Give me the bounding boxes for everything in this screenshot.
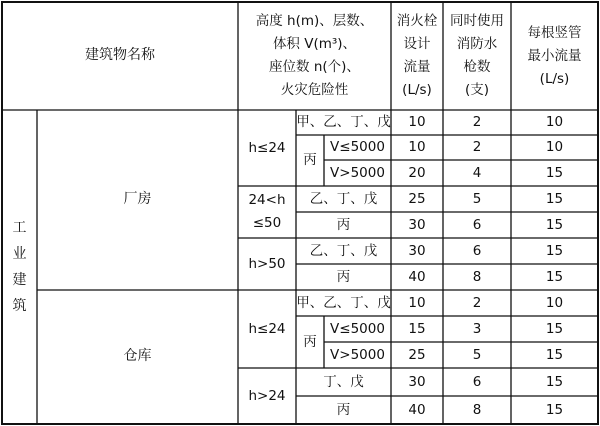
table-cell-flow: 30 xyxy=(408,373,426,390)
header-simultaneous-guns-line: (支) xyxy=(464,82,490,98)
table-cell-hazard: 乙、丁、戊 xyxy=(309,190,378,207)
warehouse-height-le-24: h≤24 xyxy=(248,320,286,337)
header-min-flow-line: 每根竖管 xyxy=(527,24,582,41)
table-cell-flow: 15 xyxy=(408,320,426,337)
header-parameters-line: 高度 h(m)、层数、 xyxy=(255,13,374,29)
table-cell-guns: 2 xyxy=(472,114,482,131)
table-cell-min-flow: 15 xyxy=(545,373,564,390)
table-cell-flow: 10 xyxy=(408,139,426,156)
table-cell-hazard: V≤5000 xyxy=(330,320,385,337)
category-char: 业 xyxy=(12,246,27,262)
table-cell-min-flow: 10 xyxy=(545,139,564,156)
table-cell-hazard: V>5000 xyxy=(330,164,385,181)
table-cell-flow: 40 xyxy=(408,401,426,418)
header-simultaneous-guns xyxy=(443,2,511,110)
header-parameters-line: 座位数 n(个)、 xyxy=(269,59,360,75)
header-design-flow-line: 消火栓 xyxy=(396,13,438,29)
category-industrial-building xyxy=(2,110,37,424)
factory-hazard-bing-label: 丙 xyxy=(303,152,317,169)
category-char: 工 xyxy=(12,220,27,236)
table-cell-min-flow: 15 xyxy=(545,320,564,337)
factory-height-24-50 xyxy=(238,186,296,238)
table-cell-guns: 3 xyxy=(472,320,482,337)
table-cell-guns: 2 xyxy=(472,139,482,156)
warehouse-name: 仓库 xyxy=(123,348,152,365)
table-cell-min-flow: 10 xyxy=(545,294,564,311)
warehouse-hazard-bing-label: 丙 xyxy=(303,333,317,350)
table-cell-hazard: 丁、戊 xyxy=(323,373,364,390)
table-cell-flow: 40 xyxy=(408,268,426,285)
factory-height-24-50-line: 24<h xyxy=(248,192,286,208)
table-cell-guns: 8 xyxy=(472,401,482,418)
header-simultaneous-guns-line: 同时使用 xyxy=(450,13,504,29)
table-cell-min-flow: 10 xyxy=(545,114,564,131)
warehouse-height-gt-24: h>24 xyxy=(248,387,286,404)
table-cell-guns: 6 xyxy=(472,216,482,233)
header-design-flow xyxy=(391,2,443,110)
table-cell-flow: 25 xyxy=(408,346,426,363)
table-cell-guns: 2 xyxy=(472,294,482,311)
table-cell-flow: 20 xyxy=(408,164,426,181)
header-min-flow-per-riser xyxy=(511,2,598,110)
table-cell-guns: 6 xyxy=(472,373,482,390)
table-cell-guns: 5 xyxy=(472,346,482,363)
header-design-flow-line: 流量 xyxy=(403,59,431,75)
factory-height-gt-50: h>50 xyxy=(248,255,286,272)
header-design-flow-line: 设计 xyxy=(403,36,431,52)
factory-height-le-24: h≤24 xyxy=(248,139,286,156)
header-building-name: 建筑物名称 xyxy=(85,47,155,64)
table-cell-hazard: V≤5000 xyxy=(330,139,385,156)
table-cell-hazard: 丙 xyxy=(336,401,351,418)
table-cell-flow: 30 xyxy=(408,242,426,259)
table-cell-flow: 25 xyxy=(408,190,426,207)
table-cell-hazard: 乙、丁、戊 xyxy=(309,242,378,259)
table-cell-hazard: 甲、乙、丁、戊 xyxy=(296,294,391,311)
header-parameters-line: 火灾危险性 xyxy=(280,82,349,98)
factory-height-24-50-line: ≤50 xyxy=(252,215,282,231)
header-design-flow-line: (L/s) xyxy=(402,82,432,98)
header-parameters-line: 体积 V(m³)、 xyxy=(272,36,357,52)
table-cell-flow: 30 xyxy=(408,216,426,233)
table-cell-min-flow: 15 xyxy=(545,216,564,233)
header-simultaneous-guns-line: 枪数 xyxy=(463,59,491,75)
table-cell-min-flow: 15 xyxy=(545,268,564,285)
table-cell-min-flow: 15 xyxy=(545,346,564,363)
header-simultaneous-guns-line: 消防水 xyxy=(456,36,498,52)
header-min-flow-line: 最小流量 xyxy=(527,47,582,64)
category-char: 筑 xyxy=(12,298,27,314)
table-cell-hazard: 丙 xyxy=(336,216,351,233)
table-cell-min-flow: 15 xyxy=(545,401,564,418)
table-cell-guns: 8 xyxy=(472,268,482,285)
category-char: 建 xyxy=(12,272,27,288)
table-cell-flow: 10 xyxy=(408,114,426,131)
table-cell-guns: 4 xyxy=(472,164,482,181)
table-cell-min-flow: 15 xyxy=(545,164,564,181)
header-min-flow-line: (L/s) xyxy=(539,70,570,87)
table-cell-hazard: 丙 xyxy=(336,268,351,285)
table-cell-flow: 10 xyxy=(408,294,426,311)
factory-name: 厂房 xyxy=(123,191,152,208)
table-cell-min-flow: 15 xyxy=(545,190,564,207)
header-parameters xyxy=(238,2,391,110)
table-cell-guns: 5 xyxy=(472,190,482,207)
table-cell-guns: 6 xyxy=(472,242,482,259)
table-cell-hazard: V>5000 xyxy=(330,346,385,363)
table-cell-min-flow: 15 xyxy=(545,242,564,259)
table-cell-hazard: 甲、乙、丁、戊 xyxy=(296,114,391,131)
